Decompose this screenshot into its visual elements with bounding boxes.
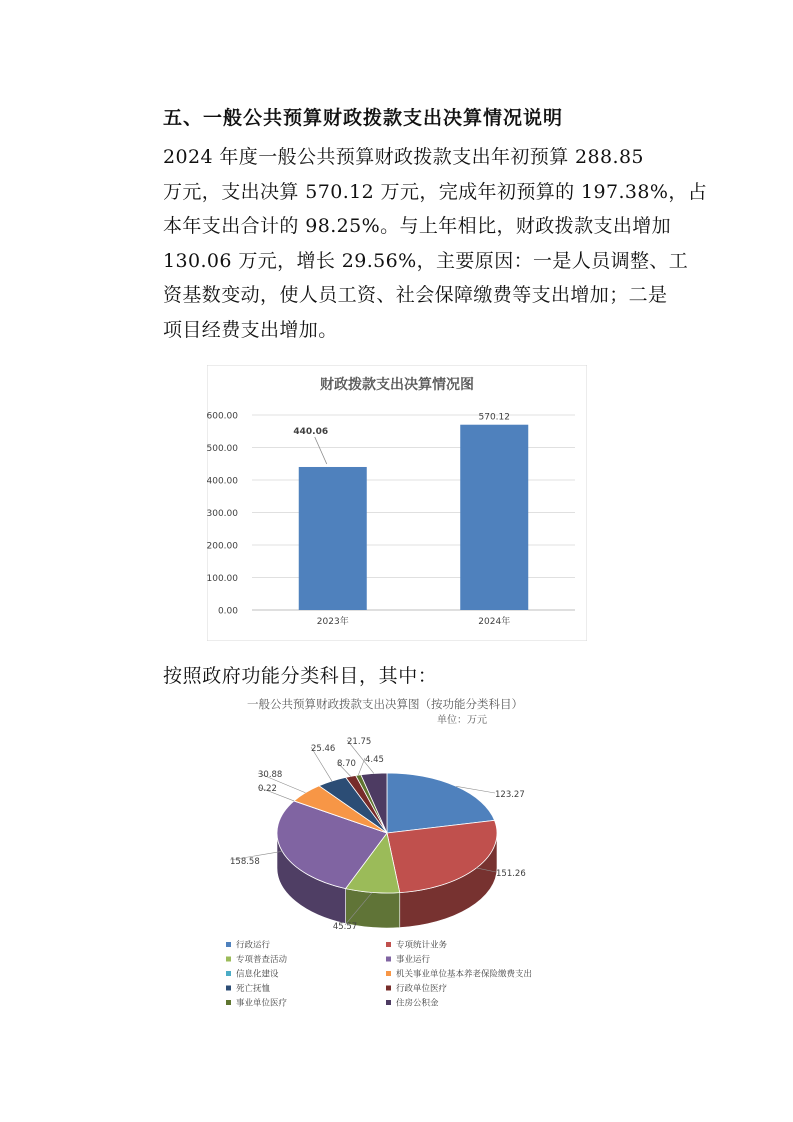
pie-title: 一般公共预算财政拨款支出决算图（按功能分类科目） xyxy=(247,697,523,711)
legend-swatch xyxy=(226,957,231,962)
bar-value-label: 570.12 xyxy=(478,412,510,423)
bar xyxy=(299,467,367,610)
paragraph-line: 资基数变动，使人员工资、社会保障缴费等支出增加；二是 xyxy=(163,284,668,306)
legend-label: 专项普查活动 xyxy=(236,955,288,965)
legend-label: 事业单位医疗 xyxy=(236,998,288,1009)
pie-data-label: 45.57 xyxy=(332,922,358,932)
legend-swatch xyxy=(386,942,391,947)
legend-swatch xyxy=(386,1000,391,1005)
legend-swatch xyxy=(226,942,231,947)
chart-title: 财政拨款支出决算情况图 xyxy=(320,377,474,393)
pie-chart-svg xyxy=(200,690,600,1030)
pie-chart xyxy=(200,690,600,1030)
bar-value-label: 440.06 xyxy=(293,426,329,437)
pie-data-label: 21.75 xyxy=(347,737,372,747)
legend-swatch xyxy=(226,971,231,976)
x-tick-label: 2024年 xyxy=(478,617,511,627)
legend-swatch xyxy=(386,957,391,962)
pie-data-label: 151.26 xyxy=(496,869,526,879)
paragraph-line: 万元，支出决算 570.12 万元，完成年初预算的 197.38%，占 xyxy=(163,180,708,203)
legend-label: 事业运行 xyxy=(396,955,431,965)
pie-leader-line xyxy=(358,758,365,775)
legend-label: 行政单位医疗 xyxy=(396,984,448,994)
legend-label: 行政运行 xyxy=(236,940,271,951)
bar-chart xyxy=(207,365,587,641)
pie-data-label: 0.22 xyxy=(258,784,277,794)
chart-frame xyxy=(207,365,587,641)
paragraph-line: 130.06 万元，增长 29.56%，主要原因：一是人员调整、工 xyxy=(163,249,689,272)
explanation-paragraph xyxy=(163,140,708,347)
paragraph-line: 项目经费支出增加。 xyxy=(163,318,338,341)
y-tick-label: 0.00 xyxy=(217,606,238,617)
y-tick-label: 400.00 xyxy=(207,476,238,487)
subheading: 按照政府功能分类科目，其中： xyxy=(163,665,438,687)
pie-top xyxy=(277,773,497,893)
legend-swatch xyxy=(386,986,391,991)
y-tick-label: 500.00 xyxy=(207,444,238,454)
section-heading: 五、一般公共预算财政拨款支出决算情况说明 xyxy=(163,107,564,129)
legend-label: 信息化建设 xyxy=(236,969,279,980)
pie-data-label: 8.70 xyxy=(337,759,356,769)
bar-chart-svg xyxy=(207,365,587,641)
legend-swatch xyxy=(386,971,391,976)
legend-swatch xyxy=(226,986,231,991)
y-tick-label: 200.00 xyxy=(207,541,238,552)
pie-unit-label: 单位：万元 xyxy=(437,715,487,726)
paragraph-line: 本年支出合计的 98.25%。与上年相比，财政拨款支出增加 xyxy=(163,215,672,237)
legend-label: 机关事业单位基本养老保险缴费支出 xyxy=(396,969,533,980)
y-tick-label: 100.00 xyxy=(207,574,238,584)
legend-label: 死亡抚恤 xyxy=(236,984,271,994)
y-tick-label: 300.00 xyxy=(207,509,238,519)
legend-label: 专项统计业务 xyxy=(396,940,448,951)
pie-data-label: 25.46 xyxy=(311,744,336,754)
pie-data-label: 123.27 xyxy=(495,790,525,800)
legend-swatch xyxy=(226,1000,231,1005)
pie-legend xyxy=(226,940,532,1009)
x-tick-label: 2023年 xyxy=(316,617,349,627)
pie-data-label: 158.58 xyxy=(230,857,260,867)
paragraph-line: 2024 年度一般公共预算财政拨款支出年初预算 288.85 xyxy=(163,146,644,168)
bar xyxy=(460,425,528,610)
pie-data-label: 30.88 xyxy=(258,770,283,780)
legend-label: 住房公积金 xyxy=(396,998,439,1009)
pie-data-label: 4.45 xyxy=(365,755,384,765)
y-tick-label: 600.00 xyxy=(207,411,238,422)
